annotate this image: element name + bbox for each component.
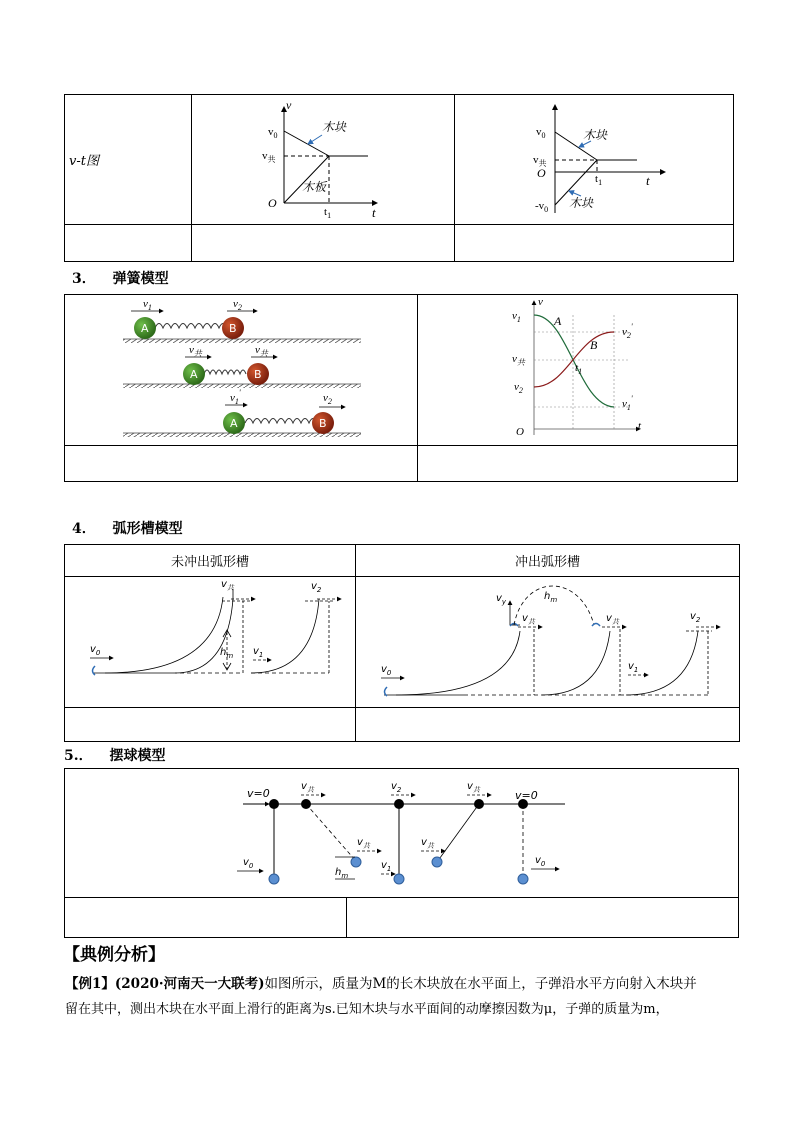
pendulum-heading <box>64 745 166 765</box>
vt-left-vshared: $v_共$ <box>262 150 276 164</box>
arc-left-ball <box>93 666 96 675</box>
pendulum-table <box>64 768 739 938</box>
spring-ball-a-label-3: A <box>230 417 238 430</box>
arc-right-v2: $v_2$ <box>690 611 701 624</box>
spring-graph-v2: $v_2$ <box>514 381 523 395</box>
vt-left-cell <box>192 95 455 225</box>
pendulum-pivot-4 <box>474 799 484 809</box>
spring-vt-graph <box>418 295 737 441</box>
vt-left-t-axis: t <box>372 205 376 220</box>
spring-ball-b-label-3: B <box>319 417 327 430</box>
arc-right-cell <box>356 577 740 708</box>
pendulum-bob-5 <box>518 874 528 884</box>
arc-right-hm: $h_m$ <box>544 591 558 604</box>
spring-title: 弹簧模型 <box>112 271 169 287</box>
pendulum-hm: $h_m$ <box>335 867 349 880</box>
pendulum-diagram <box>65 769 738 893</box>
spring-heading <box>72 268 169 288</box>
spring-diagram-cell <box>65 295 418 446</box>
spring-graph-v1p: $v_1'$ <box>622 394 633 412</box>
arc-left-v1: $v_1$ <box>253 646 264 659</box>
arc-right-vy: $v_y$ <box>496 593 507 606</box>
vt-right-v0: $v_0$ <box>536 126 546 140</box>
example-line2: 留在其中，测出木块在水平面上滑行的距离为s.已知木块与水平面间的动摩擦因数为μ，子弹的质量为m， <box>65 1002 669 1017</box>
spring-diagram <box>65 295 417 441</box>
arc-table <box>64 544 740 742</box>
spring-row1-right: $v_2$ <box>233 298 242 312</box>
arc-title: 弧形槽模型 <box>112 521 183 537</box>
pendulum-v0-left: $v_0$ <box>243 857 254 870</box>
pendulum-diagram-cell <box>65 769 739 898</box>
vt-empty-3 <box>455 225 734 262</box>
pendulum-v-zero-right: v=0 <box>515 789 538 802</box>
vt-left-board: 木板 <box>302 180 327 194</box>
pendulum-v0-right: $v_0$ <box>535 855 546 868</box>
pendulum-bob-4 <box>432 857 442 867</box>
pendulum-vshared-3: $v_共$ <box>421 837 434 850</box>
pendulum-number: 5.． <box>64 748 93 764</box>
vt-right-origin: O <box>537 166 546 180</box>
vt-graph-right <box>455 95 733 220</box>
pendulum-empty-1 <box>65 898 347 938</box>
vt-table <box>64 94 734 262</box>
pendulum-empty-2 <box>347 898 739 938</box>
vt-left-t1: $t_1$ <box>324 206 332 220</box>
spring-graph-label-a: A <box>554 314 562 328</box>
arc-left-v0: $v_0$ <box>90 644 101 657</box>
spring-curve-b <box>534 332 614 387</box>
spring-row2-right: $v_共$ <box>255 344 268 358</box>
spring-graph-origin: O <box>516 426 524 438</box>
spring-empty-1 <box>65 446 418 482</box>
arc-left-hm: $h_m$ <box>220 647 234 660</box>
vt-left-v-axis: v <box>286 98 292 112</box>
spring-number: 3． <box>72 271 96 287</box>
vt-empty-2 <box>192 225 455 262</box>
spring-ball-a-label-1: A <box>141 322 149 335</box>
spring-graph-cell <box>418 295 738 446</box>
vt-right-neg-v0: $-v_0$ <box>535 200 549 214</box>
pendulum-vshared-2: $v_共$ <box>357 837 370 850</box>
vt-left-v0: $v_0$ <box>268 126 278 140</box>
pendulum-v2: $v_2$ <box>391 781 402 794</box>
pendulum-vshared-1: $v_共$ <box>301 781 314 794</box>
spring-row3-right: $v_2$ <box>323 392 332 406</box>
spring-table <box>64 294 738 482</box>
arc-right-v1: $v_1$ <box>628 661 639 674</box>
vt-empty-1 <box>65 225 192 262</box>
vt-graph-left <box>192 95 454 220</box>
vt-left-origin: O <box>268 196 277 210</box>
vt-right-t1: $t_1$ <box>595 173 603 187</box>
arc-right-vshared2: $v_共$ <box>606 613 619 626</box>
spring-ball-b-label-2: B <box>254 368 262 381</box>
vt-right-wood-block-bottom: 木块 <box>569 196 594 210</box>
spring-ball-b-label-1: B <box>229 322 237 335</box>
pendulum-v1: $v_1$ <box>381 860 392 873</box>
spring-empty-2 <box>418 446 738 482</box>
arc-col-right-header: 冲出弧形槽 <box>356 545 740 577</box>
spring-graph-t1: $t_1$ <box>575 362 583 376</box>
spring-row2-left: $v_共$ <box>189 344 202 358</box>
analysis-heading: 【典例分析】 <box>63 945 165 965</box>
arc-left-diagram <box>65 577 355 703</box>
arc-heading <box>72 518 183 538</box>
vt-right-cell <box>455 95 734 225</box>
spring-graph-v1: $v_1$ <box>512 310 521 324</box>
example-source: (2020·河南天一大联考) <box>114 976 265 992</box>
spring-graph-label-b: B <box>590 338 598 352</box>
arc-number: 4． <box>72 521 96 537</box>
arc-empty-2 <box>356 708 740 742</box>
spring-graph-v2p: $v_2'$ <box>622 322 633 340</box>
pendulum-title: 摆球模型 <box>109 748 166 764</box>
vt-right-vshared: $v_共$ <box>533 154 547 168</box>
pendulum-bob-3 <box>394 874 404 884</box>
vt-right-t-axis: t <box>646 173 650 188</box>
arc-right-vshared1: $v_共$ <box>522 613 535 626</box>
pendulum-bob-1 <box>269 874 279 884</box>
arc-left-vshared: $v_共$ <box>221 579 234 592</box>
pendulum-bob-2 <box>351 857 361 867</box>
pendulum-vshared-4: $v_共$ <box>467 781 480 794</box>
vt-right-wood-block-top: 木块 <box>583 128 608 142</box>
example-label: 【例1】 <box>65 976 115 992</box>
spring-graph-t-axis: t <box>638 420 642 432</box>
example-line1: 如图所示，质量为M的长木块放在水平面上，子弹沿水平方向射入木块并 <box>264 976 697 992</box>
pendulum-v-zero-left: v=0 <box>247 787 270 800</box>
arc-right-diagram <box>356 577 739 703</box>
arc-left-cell <box>65 577 356 708</box>
spring-row3-left: $v_1'$ <box>230 388 241 406</box>
spring-graph-vshared: $v_共$ <box>512 353 525 367</box>
vt-row-label <box>65 95 192 225</box>
arc-left-v2: $v_2$ <box>311 581 322 594</box>
example-paragraph <box>65 972 735 1022</box>
arc-empty-1 <box>65 708 356 742</box>
arc-right-v0: $v_0$ <box>381 664 392 677</box>
vt-label-text: v-t图 <box>69 154 99 169</box>
arc-col-left-header: 未冲出弧形槽 <box>65 545 356 577</box>
spring-row1-left: $v_1$ <box>143 298 152 312</box>
spring-ball-a-label-2: A <box>190 368 198 381</box>
vt-left-wood-block: 木块 <box>322 120 347 134</box>
spring-curve-a <box>534 315 614 407</box>
spring-graph-v-axis: v <box>538 296 543 308</box>
